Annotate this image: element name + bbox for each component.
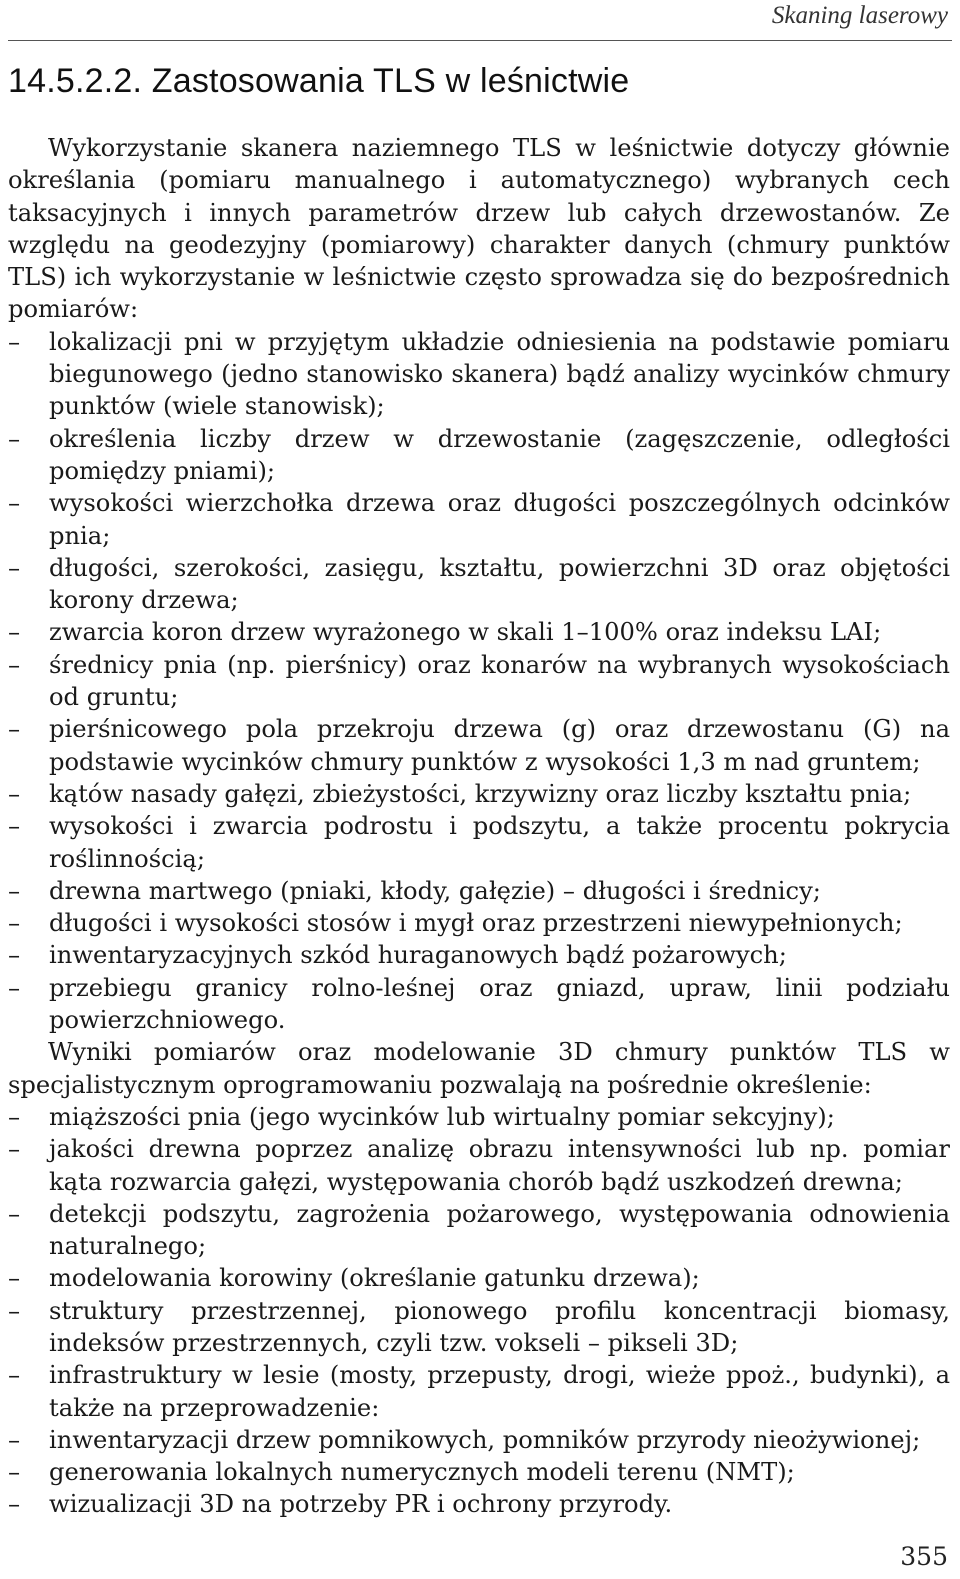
second-paragraph: Wyniki pomiarów oraz modelowanie 3D chmury punktów TLS w specjalistycznym oprogramowaniu pozwalają na pośrednie określenie: bbox=[8, 1038, 950, 1099]
list-item-text: miąższości pnia (jego wycinków lub wirtualny pomiar sekcyjny); bbox=[49, 1102, 835, 1131]
list-item-text: generowania lokalnych numerycznych modeli terenu (NMT); bbox=[49, 1458, 795, 1487]
list-item bbox=[8, 810, 950, 875]
list-item bbox=[8, 907, 950, 939]
list-item bbox=[8, 972, 950, 1037]
dash-bullet: – bbox=[8, 1361, 21, 1390]
list-item-text: wysokości i zwarcia podrostu i podszytu, a także procentu pokrycia roślinnością; bbox=[49, 812, 950, 873]
list-item-text: pierśnicowego pola przekroju drzewa (g) oraz drzewostanu (G) na podstawie wycinków chmury punktów z wysokości 1,3 m nad gruntem; bbox=[49, 715, 950, 776]
dash-bullet: – bbox=[8, 650, 21, 679]
list-item-text: infrastruktury w lesie (mosty, przepusty, drogi, wieże ppoż., budynki), a także na przeprowadzenie: bbox=[49, 1361, 950, 1422]
dash-bullet: – bbox=[8, 553, 21, 582]
list-item bbox=[8, 1198, 950, 1263]
list-item bbox=[8, 1295, 950, 1360]
list-item-text: wysokości wierzchołka drzewa oraz długości poszczególnych odcinków pnia; bbox=[49, 489, 950, 550]
dash-bullet: – bbox=[8, 489, 21, 518]
section-title: 14.5.2.2. Zastosowania TLS w leśnictwie bbox=[8, 62, 630, 100]
list-item bbox=[8, 1262, 950, 1294]
list-item-text: drewna martwego (pniaki, kłody, gałęzie) – długości i średnicy; bbox=[49, 876, 821, 905]
dash-bullet: – bbox=[8, 812, 21, 841]
running-header bbox=[8, 0, 952, 41]
dash-bullet: – bbox=[8, 876, 21, 905]
dash-bullet: – bbox=[8, 1102, 21, 1131]
list-item-text: inwentaryzacji drzew pomnikowych, pomników przyrody nieożywionej; bbox=[49, 1425, 921, 1454]
list-item bbox=[8, 713, 950, 778]
list-item bbox=[8, 1359, 950, 1424]
page-number: 355 bbox=[900, 1542, 948, 1571]
list-item bbox=[8, 778, 950, 810]
dash-bullet: – bbox=[8, 618, 21, 647]
list-item bbox=[8, 875, 950, 907]
list-item bbox=[8, 423, 950, 488]
list-item bbox=[8, 939, 950, 971]
list-item-text: długości i wysokości stosów i mygł oraz przestrzeni niewypełnionych; bbox=[49, 909, 903, 938]
list-item-text: inwentaryzacyjnych szkód huraganowych bądź pożarowych; bbox=[49, 941, 787, 970]
list-item bbox=[8, 552, 950, 617]
list-item-text: lokalizacji pni w przyjętym układzie odniesienia na podstawie pomiaru biegunowego (jedno stanowisko skanera) bądź analizy wycinków chmury punktów (wiele stanowisk); bbox=[49, 327, 950, 421]
list-item bbox=[8, 616, 950, 648]
dash-bullet: – bbox=[8, 1135, 21, 1164]
dash-bullet: – bbox=[8, 909, 21, 938]
list-item bbox=[8, 487, 950, 552]
list-item-text: detekcji podszytu, zagrożenia pożarowego, występowania odnowienia naturalnego; bbox=[49, 1199, 950, 1261]
dash-bullet: – bbox=[8, 327, 21, 356]
list-item bbox=[8, 1133, 950, 1198]
dash-bullet: – bbox=[8, 1199, 21, 1228]
list-item-text: długości, szerokości, zasięgu, kształtu, powierzchni 3D oraz objętości korony drzewa; bbox=[49, 553, 950, 615]
dash-bullet: – bbox=[8, 779, 21, 808]
list-item bbox=[8, 1424, 950, 1456]
list-item-text: struktury przestrzennej, pionowego profilu koncentracji biomasy, indeksów przestrzennych, czyli tzw. vokseli – pikseli 3D; bbox=[49, 1296, 950, 1357]
list-item bbox=[8, 326, 950, 423]
running-header-title: Skaning laserowy bbox=[771, 2, 948, 29]
dash-bullet: – bbox=[8, 1296, 21, 1325]
list-item-text: kątów nasady gałęzi, zbieżystości, krzywizny oraz liczby kształtu pnia; bbox=[49, 779, 912, 808]
dash-bullet: – bbox=[8, 973, 21, 1002]
list-item-text: wizualizacji 3D na potrzeby PR i ochrony przyrody. bbox=[49, 1490, 673, 1519]
dash-bullet: – bbox=[8, 1425, 21, 1454]
dash-bullet: – bbox=[8, 941, 21, 970]
list-item-text: określenia liczby drzew w drzewostanie (zagęszczenie, odległości pomiędzy pniami); bbox=[49, 424, 950, 485]
list-item bbox=[8, 1456, 950, 1488]
list-item bbox=[8, 1488, 950, 1520]
dash-bullet: – bbox=[8, 715, 21, 744]
list-item-text: modelowania korowiny (określanie gatunku drzewa); bbox=[49, 1264, 700, 1293]
dash-bullet: – bbox=[8, 424, 21, 453]
measurements-list bbox=[8, 326, 950, 1037]
dash-bullet: – bbox=[8, 1458, 21, 1487]
list-item bbox=[8, 649, 950, 714]
list-item-text: zwarcia koron drzew wyrażonego w skali 1–100% oraz indeksu LAI; bbox=[49, 618, 882, 647]
body-text bbox=[8, 132, 950, 1521]
list-item-text: przebiegu granicy rolno-leśnej oraz gniazd, upraw, linii podziału powierzchniowego. bbox=[49, 973, 950, 1035]
indirect-list bbox=[8, 1101, 950, 1521]
dash-bullet: – bbox=[8, 1264, 21, 1293]
intro-paragraph: Wykorzystanie skanera naziemnego TLS w leśnictwie dotyczy głównie określania (pomiaru manualnego i automatycznego) wybranych cech taksacyjnych i innych parametrów drzew lub całych drzewostanów. Ze względu na geodezyjny (pomiarowy) charakter danych (chmury punktów TLS) ich wykorzystanie w leśnictwie często sprowadza się do bezpośrednich pomiarów: bbox=[8, 134, 950, 324]
list-item-text: jakości drewna poprzez analizę obrazu intensywności lub np. pomiar kąta rozwarcia gałęzi, występowania chorób bądź uszkodzeń drewna; bbox=[49, 1135, 950, 1196]
list-item-text: średnicy pnia (np. pierśnicy) oraz konarów na wybranych wysokościach od gruntu; bbox=[49, 650, 950, 712]
dash-bullet: – bbox=[8, 1490, 21, 1519]
list-item bbox=[8, 1101, 950, 1133]
